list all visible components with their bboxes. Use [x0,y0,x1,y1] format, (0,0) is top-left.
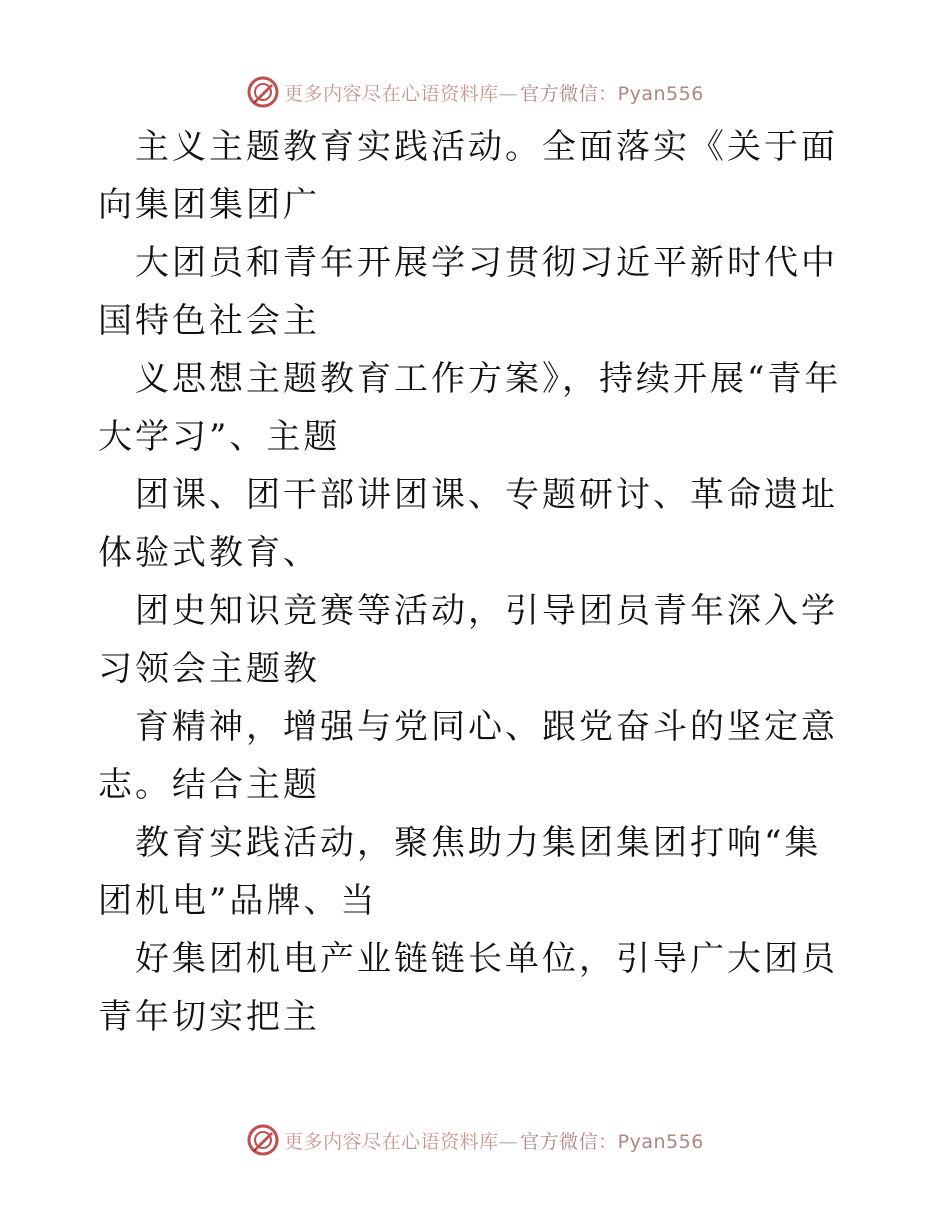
watermark-dash: — [498,82,519,105]
pen-circle-logo-icon [246,75,280,109]
paragraph: 义思想主题教育工作方案》，持续开展“青年大学习”、主题 [98,359,842,457]
watermark-site-text: 更多内容尽在心语资料库 [284,82,499,105]
footer-watermark [0,1118,950,1162]
paragraph: 好集团机电产业链链长单位，引导广大团员青年切实把主 [98,939,838,1037]
paragraph: 团史知识竞赛等活动，引导团员青年深入学习领会主题教 [98,591,838,689]
watermark-wechat-text: 官方微信：Pyan556 [520,1130,704,1153]
paragraph: 大团员和青年开展学习贯彻习近平新时代中国特色社会主 [98,243,838,341]
header-watermark [0,70,950,114]
watermark-site-text: 更多内容尽在心语资料库 [284,1130,499,1153]
paragraph: 教育实践活动，聚焦助力集团集团打响“集团机电”品牌、当 [98,823,822,921]
watermark-wechat-text: 官方微信：Pyan556 [520,82,704,105]
document-body [98,118,858,1046]
pen-circle-logo-icon [246,1123,280,1157]
paragraph: 团课、团干部讲团课、专题研讨、革命遗址体验式教育、 [98,475,838,573]
paragraph: 主义主题教育实践活动。全面落实《关于面向集团集团广 [98,127,838,225]
paragraph: 育精神，增强与党同心、跟党奋斗的坚定意志。结合主题 [98,707,838,805]
watermark-dash: — [498,1130,519,1153]
